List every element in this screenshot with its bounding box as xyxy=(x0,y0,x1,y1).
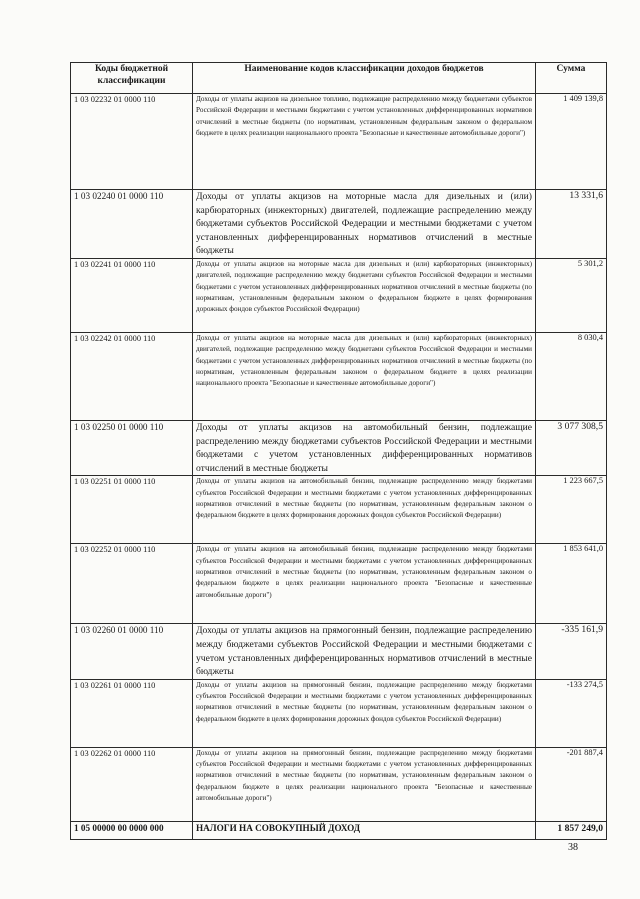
classification-name: Доходы от уплаты акцизов на прямогонный бензин, подлежащие распределению между бюджетами субъектов Российской Федерации и местными бюджетами с учетом установленных дифференцированных нормативов отчислений в местные бюджеты xyxy=(193,624,536,679)
table-row xyxy=(71,94,607,190)
classification-name: Доходы от уплаты акцизов на моторные масла для дизельных и (или) карбюраторных (инжекторных) двигателей, подлежащие распределению между бюджетами субъектов Российской Федерации и местными бюджетами с учетом установленных дифференцированных нормативов отчислений в местные бюджеты (по нормативам, установленным федеральным законом о федеральном бюджете в целях формирования дорожных фондов субъектов Российской Федерации) xyxy=(193,258,536,332)
amount: 5 301,2 xyxy=(536,258,607,332)
budget-revenue-table xyxy=(70,62,607,840)
table-row xyxy=(71,624,607,679)
table-row xyxy=(71,258,607,332)
table-row xyxy=(71,190,607,259)
classification-code: 1 03 02241 01 0000 110 xyxy=(71,258,193,332)
amount: 8 030,4 xyxy=(536,332,607,420)
amount: 1 857 249,0 xyxy=(536,821,607,839)
header-sum: Сумма xyxy=(536,63,607,94)
table-row xyxy=(71,476,607,544)
classification-name: Доходы от уплаты акцизов на автомобильный бензин, подлежащие распределению между бюджетами субъектов Российской Федерации и местными бюджетами с учетом установленных дифференцированных нормативов отчислений в местные бюджеты (по нормативам, установленным федеральным законом о федеральном бюджете в целях реализации национального проекта "Безопасные и качественные автомобильные дороги") xyxy=(193,544,536,624)
classification-name: Доходы от уплаты акцизов на моторные масла для дизельных и (или) карбюраторных (инжекторных) двигателей, подлежащие распределению между бюджетами субъектов Российской Федерации и местными бюджетами с учетом установленных дифференцированных нормативов отчислений в местные бюджеты xyxy=(193,190,536,259)
amount: -335 161,9 xyxy=(536,624,607,679)
table-row xyxy=(71,821,607,839)
table-row xyxy=(71,332,607,420)
classification-code: 1 03 02260 01 0000 110 xyxy=(71,624,193,679)
amount: -201 887,4 xyxy=(536,747,607,821)
classification-code: 1 03 02240 01 0000 110 xyxy=(71,190,193,259)
classification-code: 1 03 02242 01 0000 110 xyxy=(71,332,193,420)
amount: 3 077 308,5 xyxy=(536,420,607,475)
table-row xyxy=(71,679,607,747)
table-row xyxy=(71,420,607,475)
classification-code: 1 03 02262 01 0000 110 xyxy=(71,747,193,821)
classification-code: 1 03 02252 01 0000 110 xyxy=(71,544,193,624)
header-name: Наименование кодов классификации доходов бюджетов xyxy=(193,63,536,94)
classification-name: Доходы от уплаты акцизов на автомобильный бензин, подлежащие распределению между бюджетами субъектов Российской Федерации и местными бюджетами с учетом установленных дифференцированных нормативов отчислений в местные бюджеты xyxy=(193,420,536,475)
amount: 13 331,6 xyxy=(536,190,607,259)
amount: -133 274,5 xyxy=(536,679,607,747)
table-body xyxy=(71,94,607,840)
classification-code: 1 03 02232 01 0000 110 xyxy=(71,94,193,190)
table-header-row xyxy=(71,63,607,94)
header-codes: Коды бюджетной классификации xyxy=(71,63,193,94)
classification-name: Доходы от уплаты акцизов на прямогонный бензин, подлежащие распределению между бюджетами субъектов Российской Федерации и местными бюджетами с учетом установленных дифференцированных нормативов отчислений в местные бюджеты (по нормативам, установленным федеральным законом о федеральном бюджете в целях формирования дорожных фондов субъектов Российской Федерации) xyxy=(193,679,536,747)
page-number: 38 xyxy=(568,842,578,853)
classification-code: 1 03 02250 01 0000 110 xyxy=(71,420,193,475)
classification-code: 1 05 00000 00 0000 000 xyxy=(71,821,193,839)
classification-name: Доходы от уплаты акцизов на моторные масла для дизельных и (или) карбюраторных (инжекторных) двигателей, подлежащие распределению между бюджетами субъектов Российской Федерации и местными бюджетами с учетом установленных дифференцированных нормативов отчислений в местные бюджеты (по нормативам, установленным федеральным законом о федеральном бюджете в целях реализации национального проекта "Безопасные и качественные автомобильные дороги") xyxy=(193,332,536,420)
classification-name: Доходы от уплаты акцизов на дизельное топливо, подлежащие распределению между бюджетами субъектов Российской Федерации и местными бюджетами с учетом установленных дифференцированных нормативов отчислений в местные бюджеты (по нормативам, установленным федеральным законом о федеральном бюджете в целях реализации национального проекта "Безопасные и качественные автомобильные дороги") xyxy=(193,94,536,190)
classification-name: Доходы от уплаты акцизов на прямогонный бензин, подлежащие распределению между бюджетами субъектов Российской Федерации и местными бюджетами с учетом установленных дифференцированных нормативов отчислений в местные бюджеты (по нормативам, установленным федеральным законом о федеральном бюджете в целях реализации национального проекта "Безопасные и качественные автомобильные дороги") xyxy=(193,747,536,821)
classification-code: 1 03 02251 01 0000 110 xyxy=(71,476,193,544)
classification-name: НАЛОГИ НА СОВОКУПНЫЙ ДОХОД xyxy=(193,821,536,839)
table-row xyxy=(71,747,607,821)
classification-code: 1 03 02261 01 0000 110 xyxy=(71,679,193,747)
amount: 1 853 641,0 xyxy=(536,544,607,624)
amount: 1 409 139,8 xyxy=(536,94,607,190)
table-row xyxy=(71,544,607,624)
amount: 1 223 667,5 xyxy=(536,476,607,544)
classification-name: Доходы от уплаты акцизов на автомобильный бензин, подлежащие распределению между бюджетами субъектов Российской Федерации и местными бюджетами с учетом установленных дифференцированных нормативов отчислений в местные бюджеты (по нормативам, установленным федеральным законом о федеральном бюджете в целях формирования дорожных фондов субъектов Российской Федерации) xyxy=(193,476,536,544)
